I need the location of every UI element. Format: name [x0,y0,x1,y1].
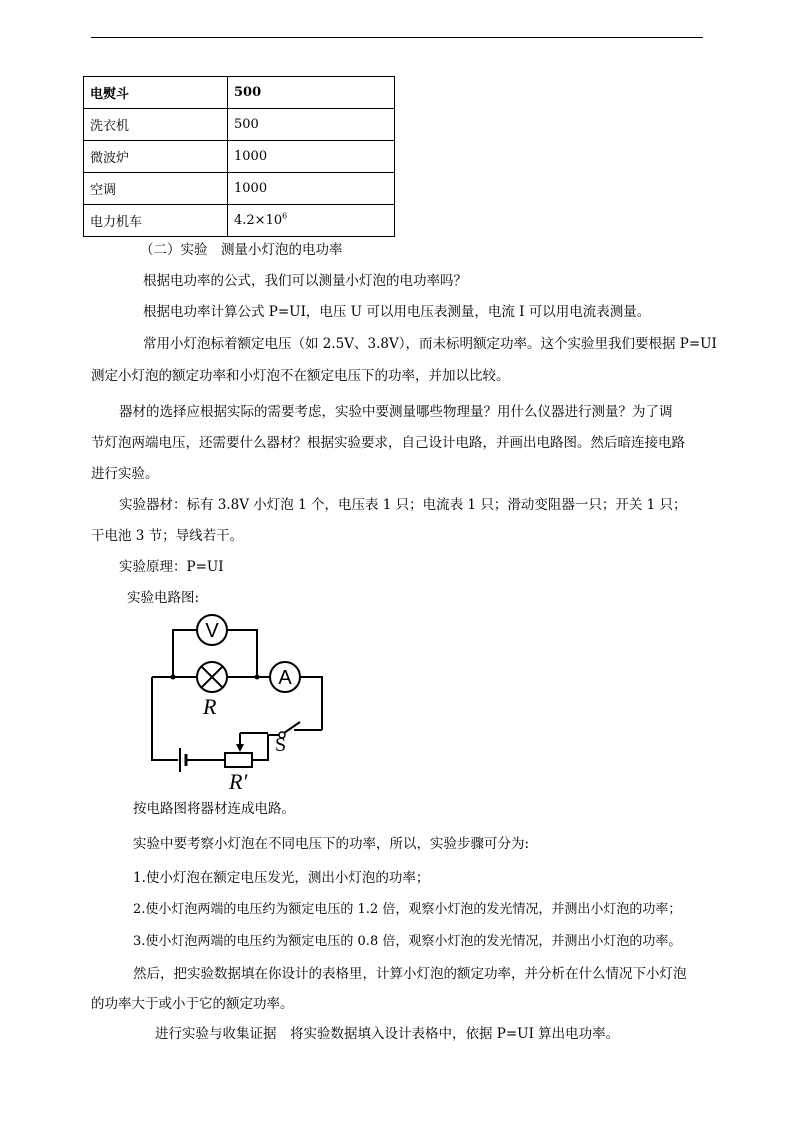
table-row [84,109,395,141]
diagram-title: 实验电路图: [127,590,200,606]
value-exponent: 6 [282,211,288,221]
voltmeter-label: V [205,620,219,642]
table-cell-value: 500 [228,109,395,141]
paragraph: 按电路图将器材连成电路。 [133,801,295,817]
rheostat-icon [225,753,252,767]
table-row [84,205,395,237]
table-row [84,141,395,173]
junction-dot [255,675,260,680]
paragraph: 进行实验与收集证据 将实验数据填入设计表格中，依据 P=UI 算出电功率。 [155,1026,620,1042]
paragraph: 实验中要考察小灯泡在不同电压下的功率，所以，实验步骤可分为: [133,836,530,852]
table-cell-name: 洗衣机 [84,109,228,141]
junction-dot [171,675,176,680]
table-cell-value: 1000 [228,173,395,205]
paragraph: 器材的选择应根据实际的需要考虑，实验中要测量哪些物理量？用什么仪器进行测量？为了调 [119,404,673,420]
paragraph: 常用小灯泡标着额定电压（如 2.5V、3.8V），而未标明额定功率。这个实验里我们要根据 P=UI [143,336,717,352]
paragraph: 根据电功率计算公式 P=UI，电压 U 可以用电压表测量，电流 I 可以用电流表测量。 [143,304,651,320]
wire [300,677,322,730]
table-row [84,173,395,205]
paragraph: 测定小灯泡的额定功率和小灯泡不在额定电压下的功率，并加以比较。 [91,368,510,384]
principle: 实验原理：P=UI [119,559,224,575]
section-title: （二）实验 测量小灯泡的电功率 [140,242,343,258]
paragraph: 干电池 3 节；导线若干。 [91,528,244,544]
header-rule [91,37,703,38]
table-cell-value: 500 [228,77,395,109]
table-cell-name: 电熨斗 [84,77,228,109]
step-item: 2.使小灯泡两端的电压约为额定电压的 1.2 倍，观察小灯泡的发光情况，并测出小灯泡的功率； [133,902,682,917]
table-cell-name: 空调 [84,173,228,205]
paragraph: 节灯泡两端电压，还需要什么器材？根据实验要求，自己设计电路，并画出电路图。然后暗连接电路 [91,435,685,451]
appliance-power-table [83,76,395,237]
step-item: 3.使小灯泡两端的电压约为额定电压的 0.8 倍，观察小灯泡的发光情况，并测出小灯泡的功率。 [133,934,682,949]
switch-icon [284,722,300,733]
table-row [84,77,395,109]
table-cell-value: 1000 [228,141,395,173]
switch-label: S [275,734,287,756]
rheostat-label: R′ [229,769,248,794]
wire [173,630,197,677]
slider-arrow-icon [236,744,244,752]
paragraph: 然后，把实验数据填在你设计的表格里，计算小灯泡的额定功率，并分析在什么情况下小灯泡 [133,966,687,982]
table-cell-value [228,205,395,237]
wire [227,630,257,677]
paragraph: 的功率大于或小于它的额定功率。 [91,996,294,1012]
value-base: 4.2×10 [234,213,283,228]
table-cell-name: 微波炉 [84,141,228,173]
table-cell-name: 电力机车 [84,205,228,237]
paragraph: 实验器材：标有 3.8V 小灯泡 1 个，电压表 1 只；电流表 1 只；滑动变阻器一只；开关 1 只； [119,497,687,513]
ammeter-label: A [278,667,292,689]
wire [152,677,178,760]
paragraph: 根据电功率的公式，我们可以测量小灯泡的电功率吗？ [143,273,467,289]
circuit-diagram [140,610,340,794]
lamp-label: R [203,694,217,719]
step-item: 1.使小灯泡在额定电压发光，测出小灯泡的功率； [133,870,430,886]
paragraph: 进行实验。 [91,466,159,482]
